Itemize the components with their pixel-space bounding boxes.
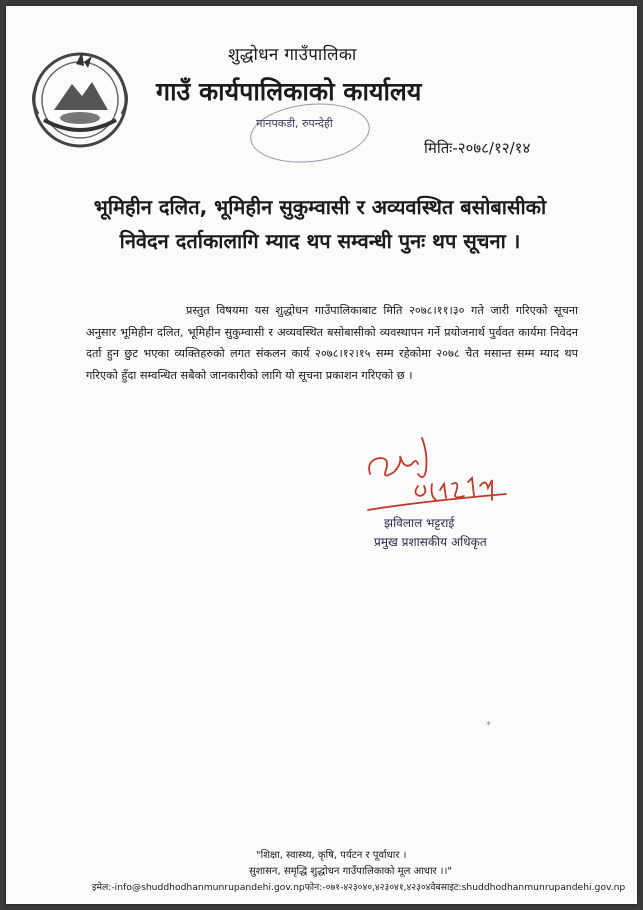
notice-body: प्रस्तुत विषयमा यस शुद्धोधन गाउँपालिकाबाट मिति २०७८।११।३० गते जारी गरिएको सूचना अनुसार भूमिहीन दलित, भूमिहीन सुकुम्वासी र अव्यवस्थित बसोबासीको व्यवस्थापन गर्ने प्रयोजनार्थ पुर्ववत कार्यमा निवेदन दर्ता हुन छुट भएका व्यक्तिहरुको लगत संकलन कार्य २०७८।१२।१५ सम्म रहेकोमा २०७८ चैत मसान्त सम्म म्याद थप गरिएको हुँदा सम्वन्धित सबैको जानकारीको लागि यो सूचना प्रकाशन गरिएको छ ।	[86, 304, 578, 382]
handwritten-signature	[356, 434, 526, 526]
notice-heading: भूमिहीन दलित, भूमिहीन सुकुम्वासी र अव्यवस्थित बसोबासीको निवेदन दर्ताकालागि म्याद थप सम्वन्धी पुनः थप सूचना ।	[93, 195, 547, 253]
office-name: शुद्धोधन गाउँपालिका	[228, 45, 357, 65]
notice-page	[6, 6, 637, 904]
office-title: गाउँ कार्यपालिकाको कार्यालय	[156, 77, 422, 106]
footer-slogan: सुशासन, समृद्धि शुद्धोधन गाउँपालिकाको मूल आधार ।।"	[249, 866, 452, 877]
government-emblem-icon	[24, 48, 136, 150]
signatory-title: प्रमुख प्रशासकीय अधिकृत	[374, 535, 487, 549]
notice-date: मितिः-२०७८/१२/१४	[424, 139, 531, 157]
office-address: मानपकडी, रुपन्देही	[256, 117, 333, 130]
footer-motto: "शिक्षा, स्वास्थ्य, कृषि, पर्यटन र पूर्वाधार ।	[256, 850, 407, 861]
scan-mark: *	[486, 720, 491, 731]
signatory-name: झविलाल भट्टराई	[384, 516, 455, 530]
footer-contact: इमेल:-info@shuddhodhanmunrupandehi.gov.npफोन:-०७१-४२३०४०,४२३०४१,४२३०४वेबसाइट:shuddhodhanmunrupandehi.gov.np	[92, 882, 626, 893]
office-stamp	[247, 98, 372, 168]
